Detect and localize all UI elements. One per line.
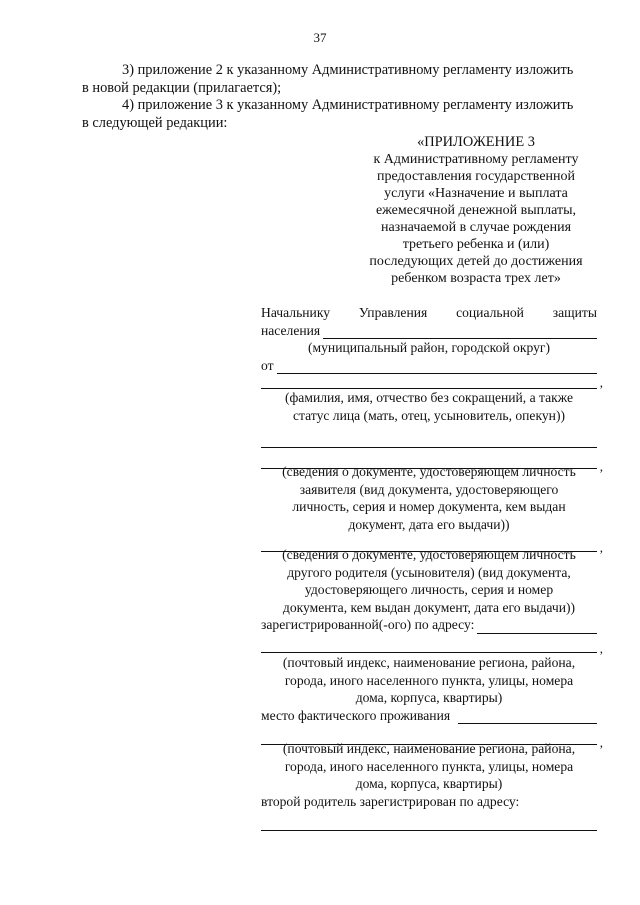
from-label: от [261,357,274,373]
addressee-line [261,304,597,322]
other-parent-note-line: (сведения о документе, удостоверяющем личность [282,547,576,562]
other-parent-note-line: другого родителя (усыновителя) (вид документа, [287,564,571,580]
second-parent-label: второй родитель зарегистрирован по адресу: [261,793,520,809]
appendix-line: предоставления государственной [376,169,576,184]
other-parent-doc-note [261,546,603,656]
address-note-line: дома, корпуса, квартиры) [355,690,503,705]
second-parent-address-blank[interactable] [261,816,597,831]
other-parent-note-line: удостоверяющего личность, серия и номер [304,582,554,597]
addressee-word: Начальнику [261,305,331,320]
address-note2-line: (почтовый индекс, наименование региона, района, [282,741,576,756]
from-blank[interactable] [277,360,597,374]
comma: , [599,640,603,656]
addressee-word: Управления [358,305,428,320]
applicant-doc-note [261,463,603,555]
other-parent-note-line: документа, кем выдан документ, дата его выдачи)) [282,599,576,615]
addressee-word: защиты [552,305,597,320]
page-number: 37 [313,30,327,45]
fio-blank[interactable] [261,374,597,389]
intro-item-3-line2: в новой редакции (прилагается); [82,79,282,96]
applicant-doc-note-line: (сведения о документе, удостоверяющем личность [282,464,576,479]
appendix-line: последующих детей до достижения [369,254,583,269]
fio-note-line: (фамилия, имя, отчество без сокращений, а также [284,390,574,405]
address-note-block [261,654,603,750]
applicant-doc-note-line: личность, серия и номер документа, кем выдан [292,499,566,514]
intro-item-3-line1: 3) приложение 2 к указанному Административному регламенту изложить [122,62,574,78]
address-note2-line: дома, корпуса, квартиры) [355,776,503,791]
appendix-line: ребенком возраста трех лет» [391,271,561,286]
residence-blank[interactable] [458,710,597,724]
registered-label: зарегистрированной(-ого) по адресу: [261,617,475,632]
addressee-word: социальной [456,305,524,320]
appendix-line: к Административному регламенту [373,152,579,167]
comma: , [599,540,603,555]
appendix-header [356,134,596,287]
address-note-line: (почтовый индекс, наименование региона, района, [282,655,576,670]
appendix-line: услуги «Назначение и выплата [384,186,568,201]
appendix-line: назначаемой в случае рождения [380,220,572,235]
population-row [261,322,597,340]
applicant-doc-note-line: документ, дата его выдачи)) [348,516,510,532]
appendix-line: третьего ребенка и (или) [402,237,550,252]
population-label: населения [261,322,321,338]
address-note2-line: города, иного населенного пункта, улицы, номера [284,758,574,774]
from-row [261,357,597,375]
residence-label: место фактического проживания [261,707,451,723]
intro-item-4 [82,97,600,132]
intro-item-4-line2: в следующей редакции: [82,114,228,131]
intro-item-4-line1: 4) приложение 3 к указанному Административному регламенту изложить [122,97,574,113]
appendix-title: «ПРИЛОЖЕНИЕ 3 [417,134,535,150]
fio-note-line: статус лица (мать, отец, усыновитель, опекун)) [292,407,566,423]
comma: , [599,459,603,474]
residence-row [261,707,597,725]
registered-row [261,616,597,634]
intro-item-3 [82,62,600,97]
appendix-line: ежемесячной денежной выплаты, [375,203,577,218]
registered-address-blank[interactable] [261,638,597,653]
addressee-block [261,304,597,374]
municipal-note: (муниципальный район, городской округ) [308,340,550,355]
applicant-doc-note-line: заявителя (вид документа, удостоверяющего [299,481,559,497]
comma: , [599,375,603,390]
applicant-doc-blank-1[interactable] [261,433,597,448]
registered-blank[interactable] [477,620,597,634]
address-note-line: города, иного населенного пункта, улицы, номера [284,672,574,688]
population-blank[interactable] [323,325,597,339]
address-note2-block [261,740,597,831]
comma: , [599,735,603,750]
